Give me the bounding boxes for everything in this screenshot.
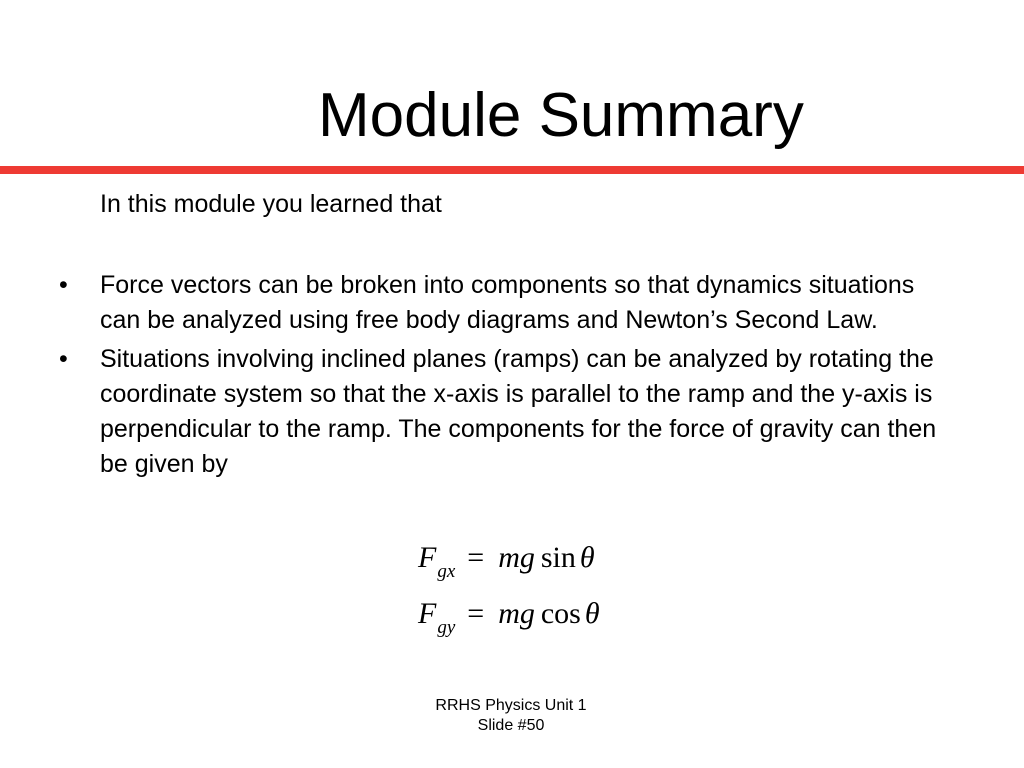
slide-title: Module Summary [318,81,804,150]
equation-subscript: gy [437,617,456,638]
bullet-text: Situations involving inclined planes (ramps) can be analyzed by rotating the coordinate system so that the x-axis is parallel to the ramp and the y-axis is perpendicular to the ramp. The components for the force of gravity can then be given by [100,345,937,478]
equation-mass-gravity: mg [498,541,535,574]
title-divider [0,166,1024,174]
equation-angle: θ [584,597,600,630]
bullet-dot-icon: • [59,271,68,299]
equation-lhs: F [418,541,437,574]
equation-block [418,536,600,648]
equation-subscript: gx [437,561,456,582]
bullet-dot-icon: • [59,345,68,373]
footer-slide-number: Slide #50 [477,717,545,734]
equation-fgx [418,536,600,592]
equation-angle: θ [579,541,595,574]
bullet-item [56,342,956,482]
equation-lhs: F [418,597,437,630]
slide-footer [400,696,622,736]
bullet-list [56,268,956,486]
bullet-text: Force vectors can be broken into components so that dynamics situations can be analyzed using free body diagrams and Newton’s Second Law. [100,271,915,334]
equation-function: sin [540,541,576,574]
equals-sign: = [467,597,485,630]
equation-mass-gravity: mg [498,597,535,630]
footer-course: RRHS Physics Unit 1 [435,697,587,714]
equals-sign: = [467,541,485,574]
intro-text: In this module you learned that [100,190,442,218]
equation-fgy [418,592,600,648]
equation-function: cos [540,597,581,630]
bullet-item [56,268,956,338]
